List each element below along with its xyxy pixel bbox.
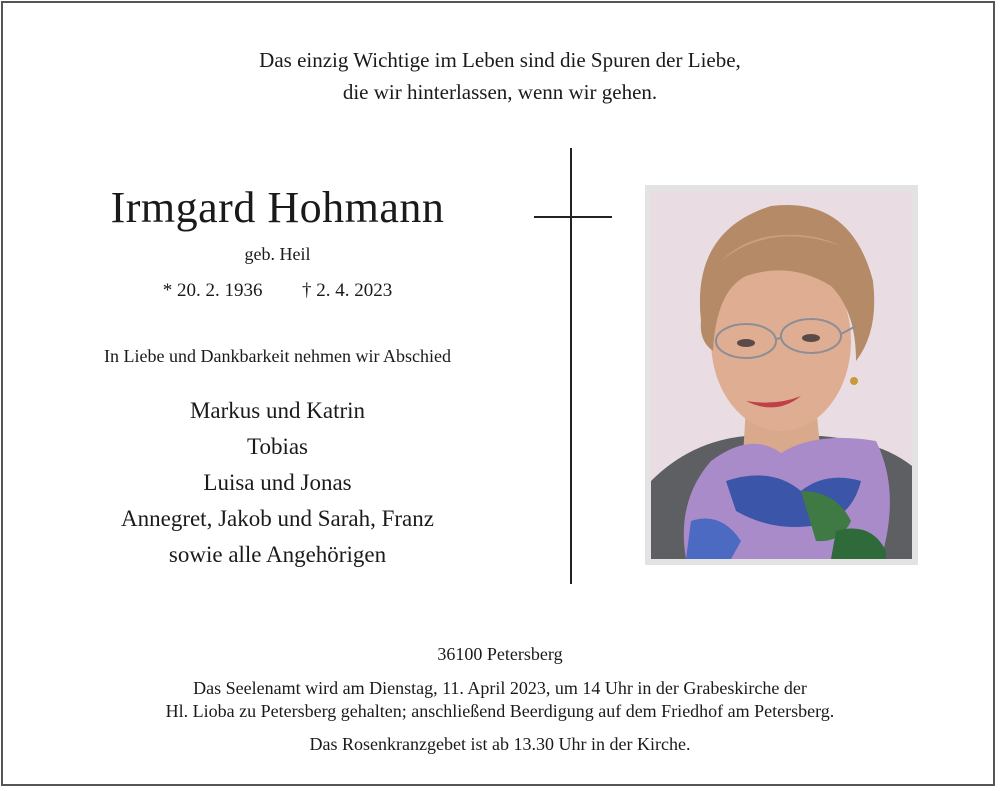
- cross-icon-bar: [534, 216, 612, 218]
- portrait-photo-icon: [651, 191, 912, 559]
- farewell-text: In Liebe und Dankbarkeit nehmen wir Abschied: [104, 346, 451, 366]
- service-line-1: Das Seelenamt wird am Dienstag, 11. April 2023, um 14 Uhr in der Grabeskirche der: [193, 678, 807, 698]
- family-list: [40, 393, 515, 573]
- birth-name: geb. Heil: [244, 244, 311, 264]
- deceased-name: Irmgard Hohmann: [110, 183, 445, 232]
- quote-line-2: die wir hinterlassen, wenn wir gehen.: [342, 80, 658, 104]
- birth-symbol: *: [162, 280, 173, 301]
- service-info: [0, 677, 1000, 723]
- family-line: sowie alle Angehörigen: [168, 542, 387, 567]
- quote-line-1: Das einzig Wichtige im Leben sind die Spuren der Liebe,: [259, 48, 741, 72]
- life-dates: [40, 278, 515, 304]
- birth-date: 20. 2. 1936: [177, 280, 263, 301]
- death-symbol: †: [302, 280, 312, 301]
- family-line: Markus und Katrin: [189, 398, 366, 423]
- service-line-2: Hl. Lioba zu Petersberg gehalten; anschließend Beerdigung auf dem Friedhof am Petersberg.: [165, 701, 835, 721]
- family-line: Luisa und Jonas: [203, 470, 352, 495]
- portrait-photo: [645, 185, 918, 565]
- death-date: 2. 4. 2023: [316, 280, 393, 301]
- family-line: Tobias: [247, 434, 308, 459]
- quote: [0, 44, 1000, 108]
- place: 36100 Petersberg: [437, 644, 563, 664]
- rosary-info: Das Rosenkranzgebet ist ab 13.30 Uhr in der Kirche.: [309, 734, 691, 754]
- cross-icon: [570, 148, 572, 584]
- family-line: Annegret, Jakob und Sarah, Franz: [121, 506, 434, 531]
